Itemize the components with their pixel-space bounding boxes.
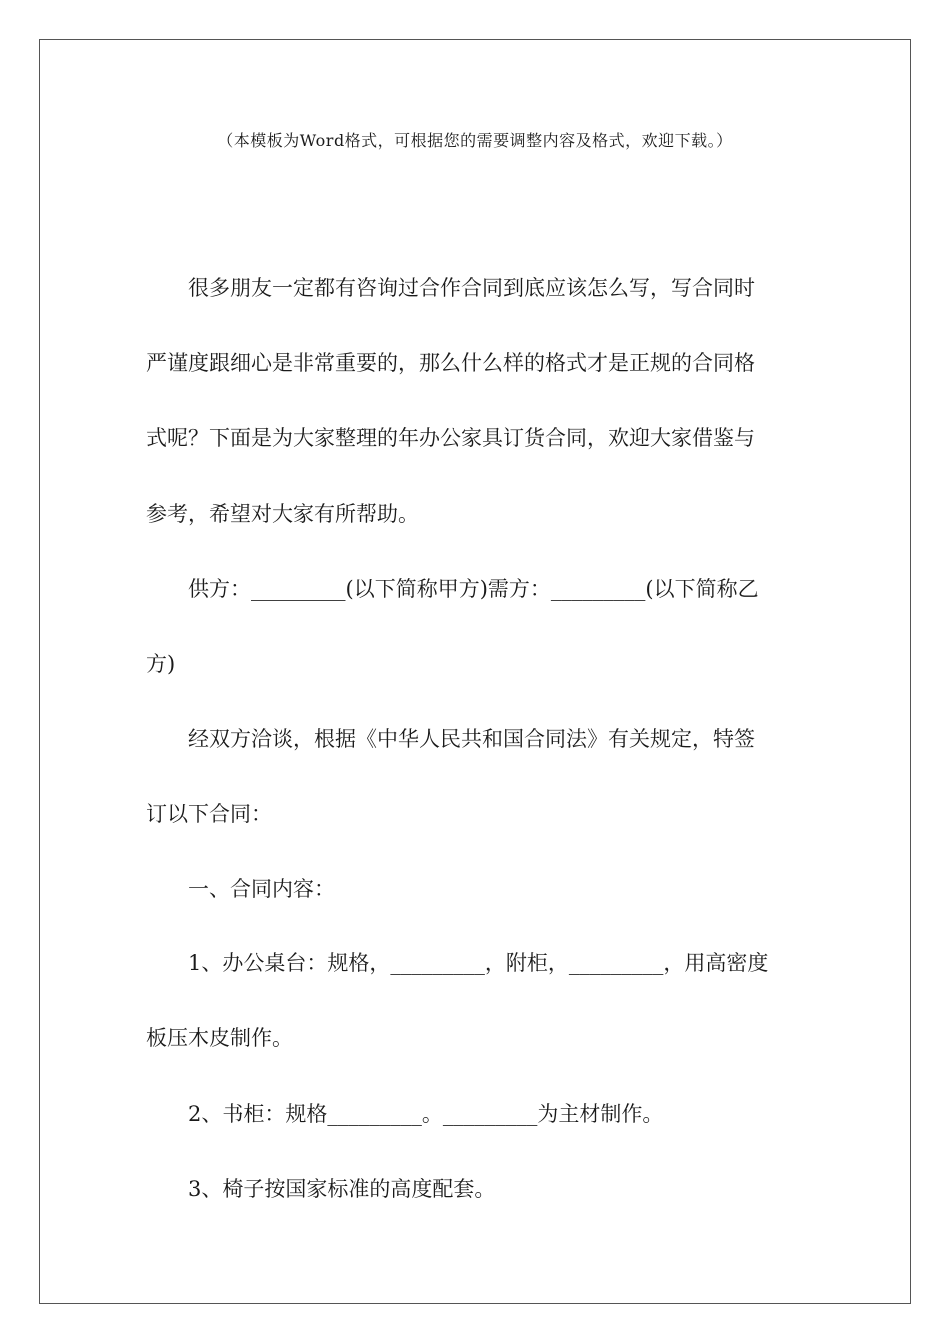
paragraph-intro-line-2: 严谨度跟细心是非常重要的，那么什么样的格式才是正规的合同格 (146, 351, 755, 375)
agreement-line-1: 经双方洽谈，根据《中华人民共和国合同法》有关规定，特签 (188, 727, 755, 751)
agreement-line-2: 订以下合同： (146, 802, 272, 826)
item-1-line-1: 1、办公桌台：规格，_________，附柜，_________，用高密度 (188, 951, 769, 975)
item-3: 3、椅子按国家标准的高度配套。 (188, 1177, 496, 1201)
paragraph-intro-line-1: 很多朋友一定都有咨询过合作合同到底应该怎么写，写合同时 (188, 276, 755, 300)
parties-line-1: 供方：_________(以下简称甲方)需方：_________(以下简称乙 (188, 577, 759, 601)
section-heading-contract-content: 一、合同内容： (188, 877, 335, 901)
paragraph-intro-line-3: 式呢？下面是为大家整理的年办公家具订货合同，欢迎大家借鉴与 (146, 426, 755, 450)
paragraph-intro-line-4: 参考，希望对大家有所帮助。 (146, 502, 419, 526)
item-1-line-2: 板压木皮制作。 (146, 1026, 293, 1050)
item-2: 2、书柜：规格_________。_________为主材制作。 (188, 1102, 664, 1126)
template-note: （本模板为Word格式，可根据您的需要调整内容及格式，欢迎下载。） (217, 131, 733, 150)
parties-line-2: 方) (146, 652, 176, 676)
